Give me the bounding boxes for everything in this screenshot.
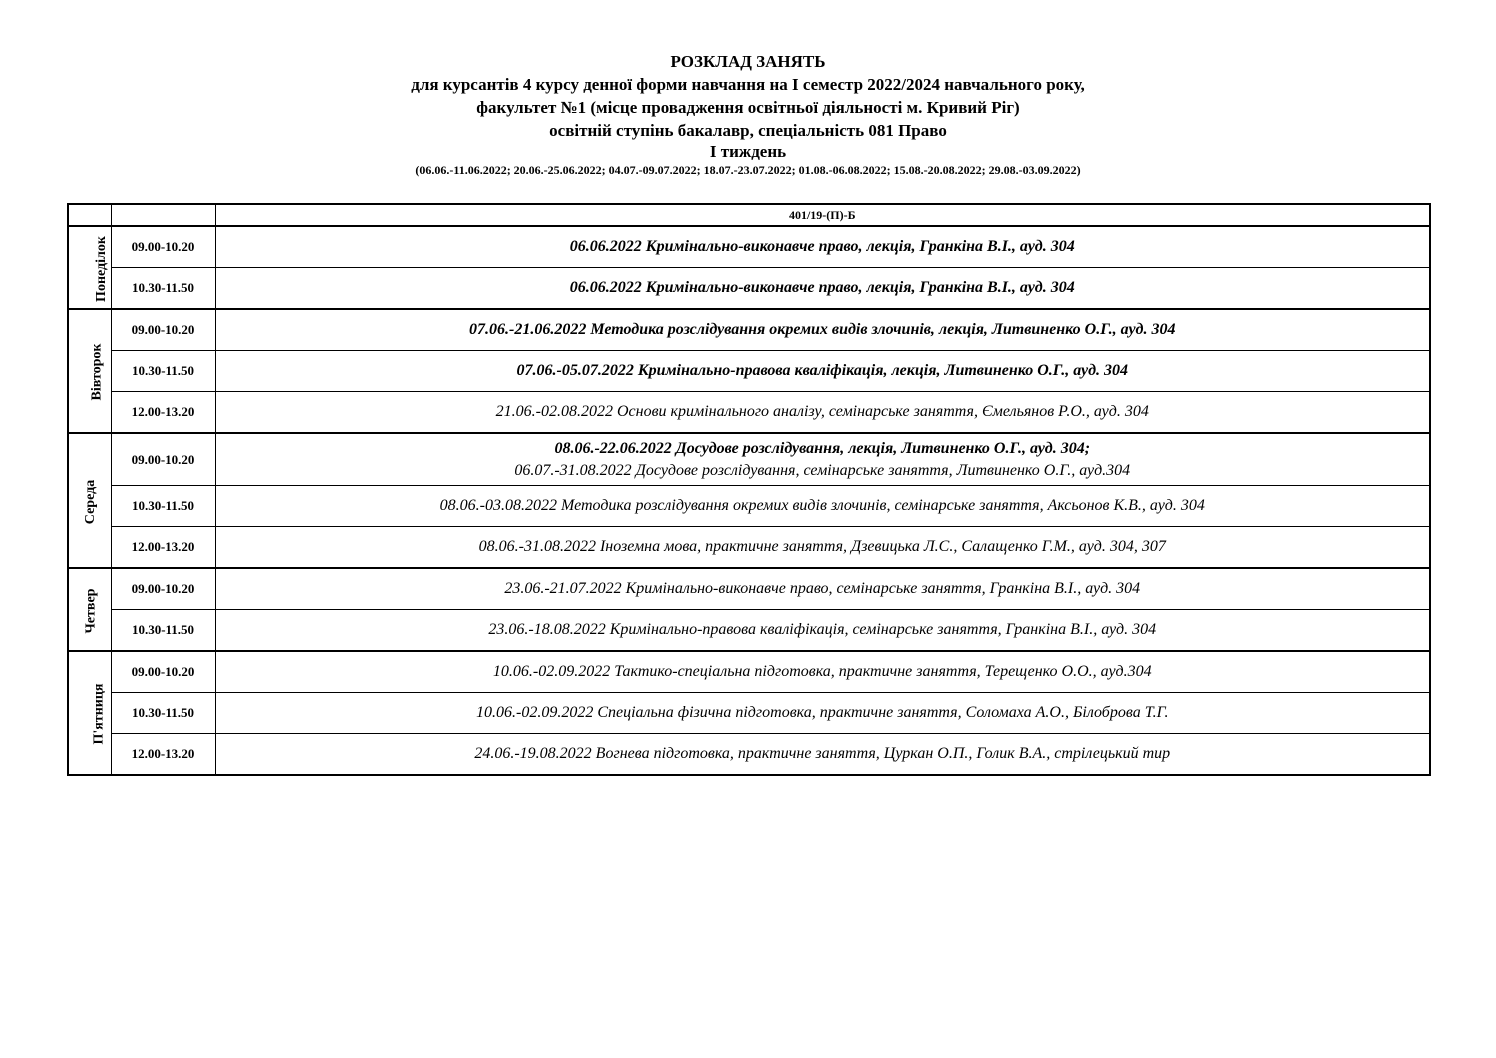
day-cell-wednesday [68,433,111,568]
table-row [68,610,1430,652]
day-label: Вівторок [89,343,105,401]
table-row [68,568,1430,610]
day-label: Понеділок [93,235,109,302]
time-cell: 09.00-10.20 [111,226,215,268]
table-row [68,693,1430,734]
class-entry: 21.06.-02.08.2022 Основи кримінального аналізу, семінарське заняття, Ємельянов Р.О., ауд. 304 [215,392,1430,434]
header-day-cell [68,204,111,226]
table-row [68,734,1430,776]
class-entry: 10.06.-02.09.2022 Тактико-спеціальна підготовка, практичне заняття, Терещенко О.О., ауд.304 [215,651,1430,693]
day-cell-tuesday [68,309,111,433]
table-row [68,268,1430,310]
class-entry: 23.06.-21.07.2022 Кримінально-виконавче право, семінарське заняття, Гранкіна В.І., ауд. 304 [215,568,1430,610]
time-cell: 12.00-13.20 [111,734,215,776]
table-row [68,351,1430,392]
table-header-row [68,204,1430,226]
time-cell: 09.00-10.20 [111,433,215,486]
header-time-cell [111,204,215,226]
time-cell: 12.00-13.20 [111,527,215,569]
table-row [68,433,1430,486]
class-entry-lecture: 08.06.-22.06.2022 Досудове розслідування, лекція, Литвиненко О.Г., ауд. 304; [554,439,1091,457]
day-cell-thursday [68,568,111,651]
document-title: РОЗКЛАД ЗАНЯТЬ [670,52,826,71]
day-label: Четвер [83,588,99,633]
header-week-dates: (06.06.-11.06.2022; 20.06.-25.06.2022; 04.07.-09.07.2022; 18.07.-23.07.2022; 01.08.-06.08.2022; 15.08.-20.08.2022; 29.08.-03.09.2022) [415,163,1081,177]
document-header [0,50,1496,178]
schedule-table [67,203,1431,776]
day-label: Середа [83,479,99,524]
header-faculty-line: факультет №1 (місце провадження освітньої діяльності м. Кривий Ріг) [476,98,1020,117]
class-entry [215,433,1430,486]
time-cell: 09.00-10.20 [111,568,215,610]
class-entry: 06.06.2022 Кримінально-виконавче право, лекція, Гранкіна В.І., ауд. 304 [215,226,1430,268]
class-entry: 08.06.-31.08.2022 Іноземна мова, практичне заняття, Дзевицька Л.С., Салащенко Г.М., ауд. 304, 307 [215,527,1430,569]
class-entry: 07.06.-05.07.2022 Кримінально-правова кваліфікація, лекція, Литвиненко О.Г., ауд. 304 [215,351,1430,392]
day-cell-monday [68,226,111,309]
class-entry: 24.06.-19.08.2022 Вогнева підготовка, практичне заняття, Цуркан О.П., Голик В.А., стрілецький тир [215,734,1430,776]
time-cell: 10.30-11.50 [111,486,215,527]
day-cell-friday [68,651,111,775]
class-entry: 23.06.-18.08.2022 Кримінально-правова кваліфікація, семінарське заняття, Гранкіна В.І., ауд. 304 [215,610,1430,652]
time-cell: 10.30-11.50 [111,268,215,310]
time-cell: 10.30-11.50 [111,693,215,734]
table-row [68,309,1430,351]
time-cell: 09.00-10.20 [111,651,215,693]
header-audience-line: для курсантів 4 курсу денної форми навчання на І семестр 2022/2024 навчального року, [411,75,1085,94]
table-row [68,527,1430,569]
class-entry: 08.06.-03.08.2022 Методика розслідування окремих видів злочинів, семінарське заняття, Аксьонов К.В., ауд. 304 [215,486,1430,527]
class-entry: 06.06.2022 Кримінально-виконавче право, лекція, Гранкіна В.І., ауд. 304 [215,268,1430,310]
group-code: 401/19-(П)-Б [215,204,1430,226]
class-entry: 10.06.-02.09.2022 Спеціальна фізична підготовка, практичне заняття, Соломаха А.О., Білоброва Т.Г. [215,693,1430,734]
header-degree-line: освітній ступінь бакалавр, спеціальність 081 Право [549,121,947,140]
time-cell: 10.30-11.50 [111,351,215,392]
time-cell: 12.00-13.20 [111,392,215,434]
time-cell: 09.00-10.20 [111,309,215,351]
day-label: П'ятниця [91,683,107,745]
table-row [68,226,1430,268]
class-entry: 07.06.-21.06.2022 Методика розслідування окремих видів злочинів, лекція, Литвиненко О.Г., ауд. 304 [215,309,1430,351]
table-row [68,651,1430,693]
header-week: І тиждень [709,142,787,161]
time-cell: 10.30-11.50 [111,610,215,652]
table-row [68,392,1430,434]
class-entry-seminar: 06.07.-31.08.2022 Досудове розслідування, семінарське заняття, Литвиненко О.Г., ауд.304 [514,461,1131,479]
table-row [68,486,1430,527]
